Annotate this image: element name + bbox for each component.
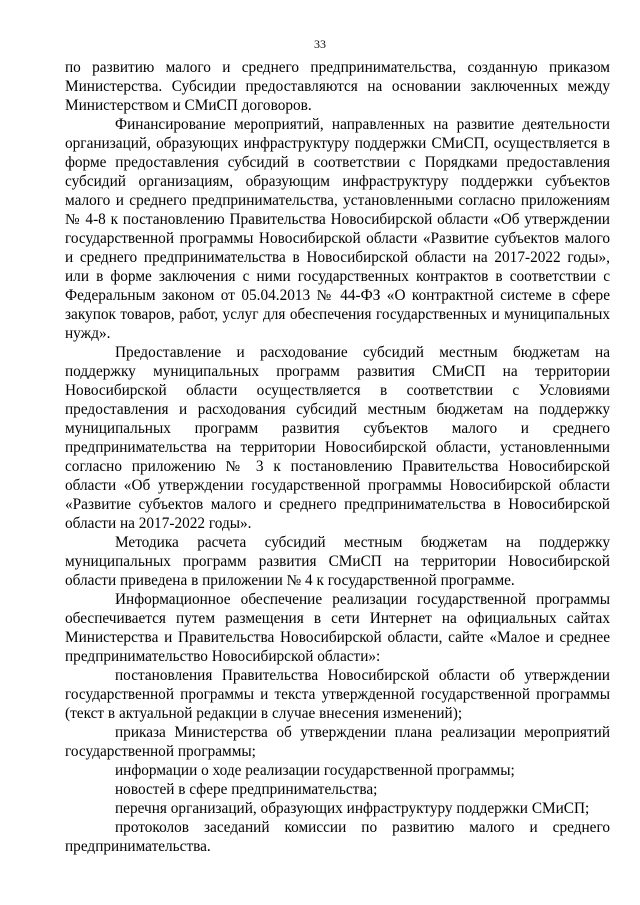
paragraph-subsidies-local-budgets: Предоставление и расходование субсидий местным бюджетам на поддержку муниципальных программ развития СМиСП на территории Новосибирской области осуществляется в соответствии с Условиями предоставления и расходования субсидий местным бюджетам на поддержку муниципальных программ развития субъектов малого и среднего предпринимательства на территории Новосибирской области, установленными согласно приложению № 3 к постановлению Правительства Новосибирской области «Об утверждении государственной программы Новосибирской области «Развитие субъектов малого и среднего предпринимательства в Новосибирской области на 2017-2022 годы». <box>65 344 610 532</box>
paragraph-information-support: Информационное обеспечение реализации государственной программы обеспечивается путем размещения в сети Интернет на официальных сайтах Министерства и Правительства Новосибирской области, сайте «Малое и среднее предпринимательство Новосибирской области»: <box>65 591 610 665</box>
list-item-news: новостей в сфере предпринимательства; <box>115 781 378 798</box>
page-number: 33 <box>314 37 326 51</box>
paragraph-calculation-method: Методика расчета субсидий местным бюджетам на поддержку муниципальных программ развития СМиСП на территории Новосибирской области приведена в приложении № 4 к государственной программе. <box>65 534 610 589</box>
list-item-order: приказа Министерства об утверждении плана реализации мероприятий государственной программы; <box>65 724 610 760</box>
paragraph-financing: Финансирование мероприятий, направленных на развитие деятельности организаций, образующих инфраструктуру поддержки СМиСП, осуществляется в форме предоставления субсидий в соответствии с Порядками предоставления субсидий организациям, образующим инфраструктуру поддержки субъектов малого и среднего предпринимательства, установленными согласно приложениям № 4-8 к постановлению Правительства Новосибирской области «Об утверждении государственной программы Новосибирской области «Развитие субъектов малого и среднего предпринимательства в Новосибирской области на 2017-2022 годы», или в форме заключения с ними государственных контрактов в соответствии с Федеральным законом от 05.04.2013 № 44-ФЗ «О контрактной системе в сфере закупок товаров, работ, услуг для обеспечения государственных и муниципальных нужд». <box>65 116 610 342</box>
list-item-progress-info: информации о ходе реализации государственной программы; <box>115 762 515 779</box>
list-item-organizations: перечня организаций, образующих инфраструктуру поддержки СМиСП; <box>115 800 590 817</box>
list-item-resolution: постановления Правительства Новосибирской области об утверждении государственной программы и текста утвержденной государственной программы (текст в актуальной редакции в случае внесения изменений); <box>65 667 610 722</box>
list-item-protocols: протоколов заседаний комиссии по развитию малого и среднего предпринимательства. <box>65 819 610 855</box>
paragraph-continuation: по развитию малого и среднего предпринимательства, созданную приказом Министерства. Субсидии предоставляются на основании заключенных между Министерством и СМиСП договоров. <box>65 59 610 114</box>
document-body <box>65 58 610 856</box>
